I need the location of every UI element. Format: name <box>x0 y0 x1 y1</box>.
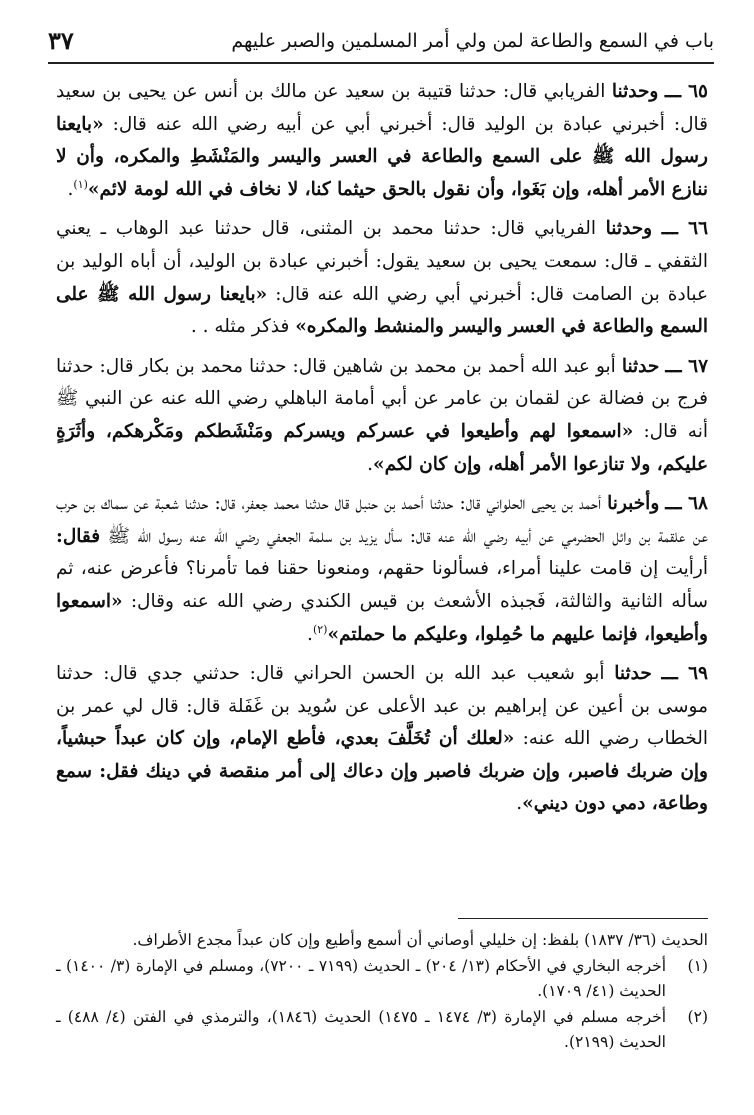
hadith-number: ٦٦ ـــ <box>661 218 709 240</box>
hadith-chain: أبو عبد الله أحمد بن محمد بن شاهين قال: حدثنا محمد بن بكار قال: حدثنا فرج بن فضالة عن لقمان بن عامر عن أبي أمامة الباهلي رضي الله عنه عن النبي ﷺ أنه قال: <box>56 355 708 442</box>
hadith-quote: «بايعنا رسول الله ﷺ على السمع والطاعة في العسر واليسر والمَنْشَطِ والمكره، وأن لا ننازع الأمر أهله، وإن بَغَوا، وأن نقول بالحق حيثما كنا، لا نخاف في الله لومة لائم» <box>56 113 708 200</box>
hadith-tail: . <box>67 178 74 200</box>
footnote-ref: (٢) <box>312 622 328 636</box>
hadith-tail: . <box>307 623 313 645</box>
hadith-number: ٦٨ ـــ <box>665 493 708 515</box>
hadith-number: ٦٧ ـــ <box>665 355 709 377</box>
hadith-chain: الفريابي قال: حدثنا قتيبة بن سعيد عن مالك بن أنس عن يحيى بن سعيد قال: أخبرني عبادة بن الوليد قال: أخبرني أبي عن أبيه رضي الله عنه قال: <box>56 81 708 135</box>
hadith-tail: . <box>516 793 523 815</box>
page-number: ٣٧ <box>48 26 74 55</box>
running-header <box>48 26 714 64</box>
hadith-chain: أحمد بن يحيى الحلواني قال: حدثنا أحمد بن حنبل قال حدثنا محمد جعفر، قال: حدثنا شعبة عن سماك بن حرب عن علقمة بن وائل الحضرمي عن أبيه رضي الله عنه قال: سأل يزيد بن سلمة الجعفي رضي الله عنه رسول الله ﷺ <box>56 493 708 547</box>
hadith-65 <box>56 76 708 206</box>
footnote-separator <box>458 918 708 919</box>
hadith-66 <box>56 213 708 343</box>
hadith-67 <box>56 351 708 481</box>
hadith-quote: «بايعنا رسول الله ﷺ على السمع والطاعة في العسر واليسر والمنشط والمكره» <box>56 283 708 338</box>
footnote-2 <box>56 1005 708 1056</box>
footnote-ref: (١) <box>73 177 88 191</box>
hadith-lead: وأخبرنا <box>607 493 660 515</box>
footnote-text: أخرجه البخاري في الأحكام (١٣/ ٢٠٤) ـ الحديث (٧١٩٩ ـ ٧٢٠٠)، ومسلم في الإمارة (٣/ ١٤٠٠) ـ الحديث (٤١/ ١٧٠٩). <box>56 956 667 1000</box>
hadith-quote: «اسمعوا لهم وأطيعوا في عسركم ويسركم ومَنْشَطكم ومَكْرهكم، وأثَرَةٍ عليكم، ولا تنازعوا الأمر أهله، وإن كان لكم» <box>56 420 708 475</box>
hadith-69 <box>56 658 708 821</box>
hadith-number: ٦٥ ـــ <box>664 81 708 102</box>
main-text <box>56 76 708 828</box>
hadith-lead: وحدثنا <box>605 218 653 240</box>
hadith-quote: «لعلك أن تُخَلَّفَ بعدي، فأطع الإمام، وإن كان عبداً حبشياً، وإن ضربك فاصبر، وإن ضربك فاصبر وإن دعاك إلى أمر منقصة في دينك فقل: سمع وطاعة، دمي دون ديني» <box>56 728 708 815</box>
hadith-tail: فذكر مثله . . <box>190 316 290 338</box>
footnote-text: أخرجه مسلم في الإمارة (٣/ ١٤٧٤ ـ ١٤٧٥) الحديث (١٨٤٦)، والترمذي في الفتن (٤/ ٤٨٨) ـ الحديث (٢١٩٩). <box>56 1007 667 1051</box>
footnote-number: (١) <box>687 956 708 975</box>
hadith-lead: حدثنا <box>621 355 660 377</box>
footnote-continuation: الحديث (٣٦/ ١٨٣٧) بلفظ: إن خليلي أوصاني أن أسمع وأطيع وإن كان عبداً مجدع الأطراف. <box>132 931 708 949</box>
hadith-chain: أبو شعيب عبد الله بن الحسن الحراني قال: حدثني جدي قال: حدثنا موسى بن أعين عن إبراهيم بن عبد الأعلى عن سُويد بن غَفَلة قال: قال لي عمر بن الخطاب رضي الله عنه: <box>56 663 708 750</box>
chapter-title: باب في السمع والطاعة لمن ولي أمر المسلمين والصبر عليهم <box>231 30 714 52</box>
hadith-body: أرأيت إن قامت علينا أمراء، فسألونا حقهم، ومنعونا حقنا فما تأمرنا؟ فأعرض عنه، ثم سأله الثانية والثالثة، فَجبذه الأشعث بن قيس الكندي رضي الله عنه وقال: <box>56 558 708 612</box>
hadith-lead: حدثنا <box>614 663 652 685</box>
hadith-quote-intro: فقال: <box>56 525 101 547</box>
footnotes <box>56 928 708 1056</box>
hadith-tail: . <box>367 453 373 475</box>
hadith-chain: الفريابي قال: حدثنا محمد بن المثنى، قال حدثنا عبد الوهاب ـ يعني الثقفي ـ قال: سمعت يحيى بن سعيد يقول: أخبرني عبادة بن الوليد، أن أباه الوليد بن عبادة بن الصامت قال: أخبرني أبي رضي الله عنه قال: <box>56 218 708 305</box>
hadith-68 <box>56 488 708 651</box>
footnote-number: (٢) <box>687 1007 708 1026</box>
footnote-1 <box>56 954 708 1005</box>
hadith-lead: وحدثنا <box>611 81 659 102</box>
hadith-number: ٦٩ ـــ <box>661 663 708 685</box>
hadith-quote: «اسمعوا وأطيعوا، فإنما عليهم ما حُمِلوا، وعليكم ما حملتم» <box>56 590 708 645</box>
